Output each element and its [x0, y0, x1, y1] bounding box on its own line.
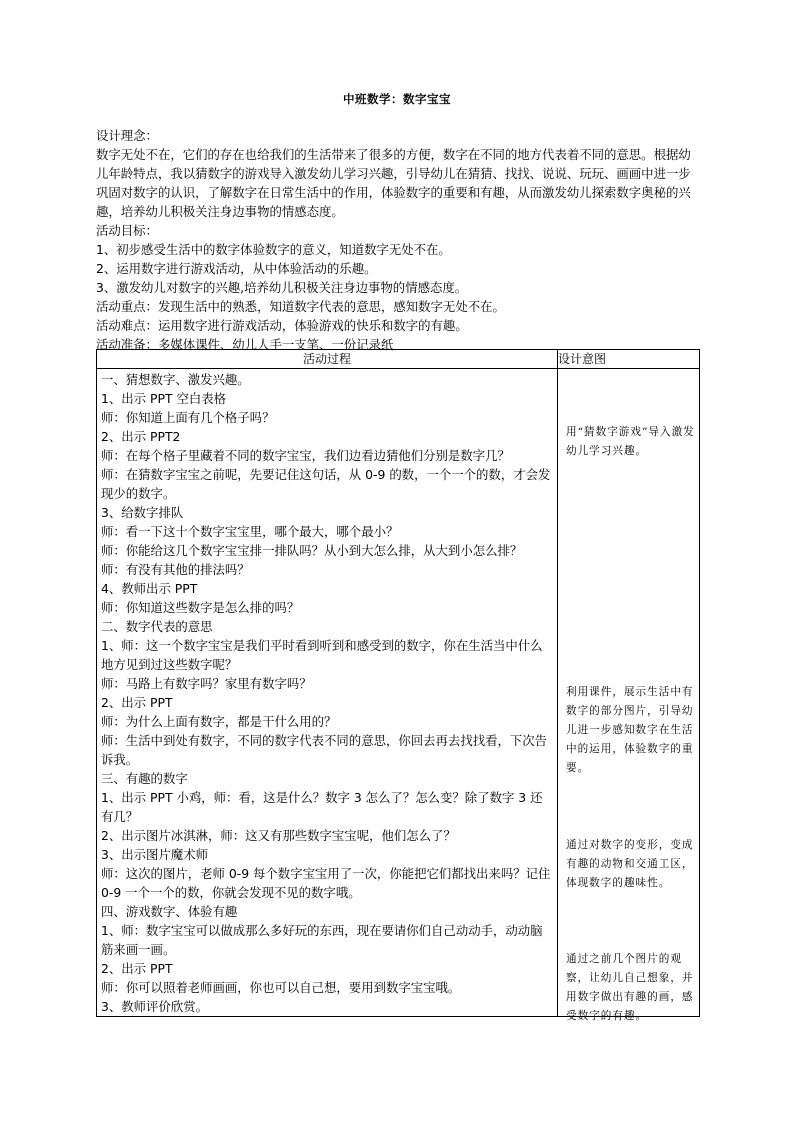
- process-line: 师：你知道这些数字是怎么排的吗？: [101, 600, 300, 615]
- preparation: 活动准备：多媒体课件、幼儿人手一支笔、一份记录纸: [96, 337, 394, 352]
- process-line: 师：有没有其他的排法吗？: [101, 562, 250, 577]
- process-line: 师：看一下这十个数字宝宝里，哪个最大，哪个最小？: [101, 524, 399, 539]
- process-line: 师：这次的图片，老师 0-9 每个数字宝宝用了一次，你能把它们都找出来吗？记住 0-9 一个一个的数，你就会发现不见的数字哦。: [101, 866, 551, 900]
- process-line: 师：你能给这几个数字宝宝排一排队吗？从小到大怎么排，从大到小怎么排？: [101, 543, 523, 558]
- design-concept-text: 数字无处不在，它们的存在也给我们的生活带来了很多的方便，数字在不同的地方代表着不同的意思。根据幼儿年龄特点，我以猜数字的游戏导入激发幼儿学习兴趣，引导幼儿在猜猜、找找、说说、玩玩、画画中进一步巩固对数字的认识，了解数字在日常生活中的作用，体验数字的重要和有趣，从而激发幼儿探索数字奥秘的兴趣，培养幼儿积极关注身边事物的情感态度。: [96, 147, 691, 219]
- objective-3: 3、激发幼儿对数字的兴趣,培养幼儿积极关注身边事物的情感态度。: [96, 280, 468, 295]
- intent-note-3: 通过对数字的变形，变成有趣的动物和交通工区，体现数字的趣味性。: [566, 839, 694, 889]
- process-line: 师：为什么上面有数字，都是干什么用的？: [101, 714, 337, 729]
- key-point: 活动重点：发现生活中的熟悉，知道数字代表的意思，感知数字无处不在。: [96, 299, 505, 314]
- process-line: 一、猜想数字、激发兴趣。: [101, 372, 250, 387]
- process-line: 2、出示图片冰淇淋，师：这又有那些数字宝宝呢，他们怎么了？: [101, 828, 456, 843]
- process-line: 师：在猜数字宝宝之前呢，先要记住这句话，从 0-9 的数，一个一个的数，才会发现少的数字。: [101, 467, 551, 501]
- process-line: 四、游戏数字、体验有趣: [101, 904, 238, 919]
- intent-note-2: 利用课件，展示生活中有数字的部分图片，引导幼儿进一步感知数字在生活中的运用，体验数字的重要。: [566, 686, 694, 774]
- table-body-row: [97, 369, 700, 1017]
- intro-section: [96, 126, 700, 354]
- process-line: 三、有趣的数字: [101, 771, 188, 786]
- process-line: 1、出示 PPT 空白表格: [101, 391, 227, 406]
- process-line: 3、教师评价欣赏。: [101, 999, 209, 1014]
- process-line: 1、师：这一个数字宝宝是我们平时看到听到和感受到的数字，你在生活当中什么地方见到过这些数字呢？: [101, 638, 543, 672]
- process-line: 师：你可以照着老师画画，你也可以自己想，要用到数字宝宝哦。: [101, 980, 461, 995]
- process-line: 师：生活中到处有数字，不同的数字代表不同的意思，你回去再去找找看，下次告诉我。: [101, 733, 548, 767]
- header-process: 活动过程: [97, 350, 558, 369]
- intent-note-1: 用“猜数字游戏”导入激发幼儿学习兴趣。: [566, 426, 695, 457]
- process-list: [97, 369, 557, 1016]
- objective-1: 1、初步感受生活中的数字体验数字的意义，知道数字无处不在。: [96, 242, 451, 257]
- process-line: 2、出示 PPT: [101, 695, 173, 710]
- objectives-heading: 活动目标：: [96, 223, 158, 238]
- page-title: 中班数学：数字宝宝: [343, 92, 451, 106]
- design-concept-heading: 设计理念：: [96, 128, 158, 143]
- objective-2: 2、运用数字进行游戏活动，从中体验活动的乐趣。: [96, 261, 377, 276]
- process-line: 二、数字代表的意思: [101, 619, 213, 634]
- process-line: 3、给数字排队: [101, 505, 184, 520]
- process-line: 师：马路上有数字吗？家里有数字吗？: [101, 676, 312, 691]
- table-header-row: [97, 350, 700, 369]
- process-line: 2、出示 PPT2: [101, 429, 181, 444]
- process-line: 1、师：数字宝宝可以做成那么多好玩的东西，现在要请你们自己动动手，动动脑筋来画一画。: [101, 923, 543, 957]
- intent-cell: [558, 369, 700, 1022]
- process-line: 3、出示图片魔术师: [101, 847, 209, 862]
- difficult-point: 活动难点：运用数字进行游戏活动，体验游戏的快乐和数字的有趣。: [96, 318, 468, 333]
- process-line: 师：你知道上面有几个格子吗？: [101, 410, 275, 425]
- intent-note-4: 通过之前几个图片的观察，让幼儿自己想象，并用数字做出有趣的画，感受数字的有趣。: [566, 953, 694, 1022]
- header-intent: 设计意图: [558, 350, 700, 369]
- activity-table: [96, 349, 700, 1022]
- process-line: 师：在每个格子里藏着不同的数字宝宝，我们边看边猜他们分别是数字几？: [101, 448, 510, 463]
- process-line: 4、教师出示 PPT: [101, 581, 198, 596]
- process-line: 1、出示 PPT 小鸡，师：看，这是什么？数字 3 怎么了？怎么变？除了数字 3 还有几？: [101, 790, 543, 824]
- process-line: 2、出示 PPT: [101, 961, 173, 976]
- process-cell: [97, 369, 558, 1017]
